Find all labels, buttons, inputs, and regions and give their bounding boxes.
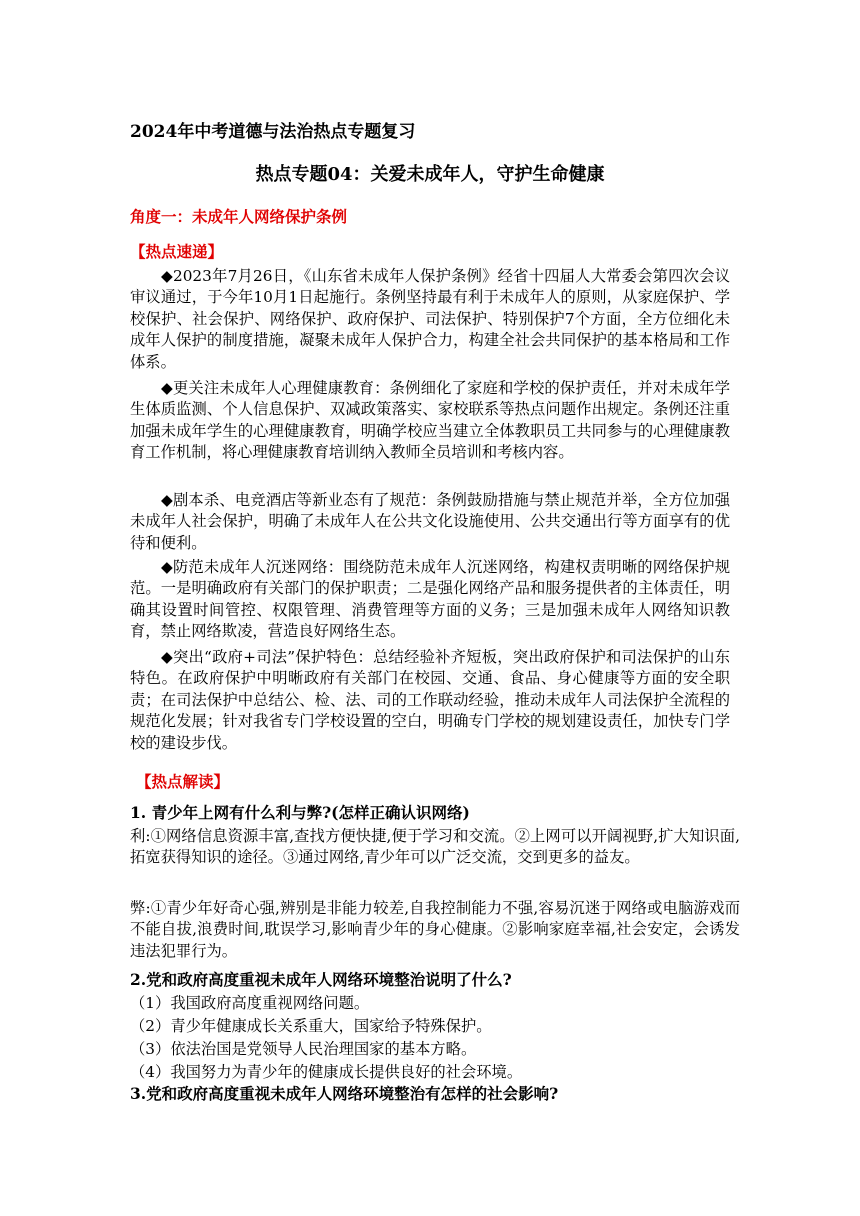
question-1-pros: 利:①网络信息资源丰富,查找方便快捷,便于学习和交流。②上网可以开阔视野,扩大知识面,拓宽获得知识的途径。③通过网络,青少年可以广泛交流，交到更多的益友。: [130, 827, 740, 867]
question-1-title: 1. 青少年上网有什么利与弊?(怎样正确认识网络): [130, 803, 470, 822]
topic-subtitle: 热点专题04：关爱未成年人，守护生命健康: [255, 164, 605, 185]
hot-news-label: 【热点速递】: [130, 242, 224, 261]
question-2-title: 2.党和政府高度重视未成年人网络环境整治说明了什么?: [130, 970, 512, 989]
question-3-title: 3.党和政府高度重视未成年人网络环境整治有怎样的社会影响?: [130, 1084, 559, 1103]
news-paragraph-2: ◆更关注未成年人心理健康教育：条例细化了家庭和学校的保护责任，并对未成年学生体质监测、个人信息保护、双减政策落实、家校联系等热点问题作出规定。条例还注重加强未成年学生的心理健康教育，明确学校应当建立全体教职员工共同参与的心理健康教育工作机制，将心理健康教育培训纳入教师全员培训和考核内容。: [130, 379, 730, 462]
question-1-cons: 弊:①青少年好奇心强,辨别是非能力较差,自我控制能力不强,容易沉迷于网络或电脑游戏而不能自拔,浪费时间,耽误学习,影响青少年的身心健康。②影响家庭幸福,社会安定，会诱发违法犯罪行为。: [130, 899, 740, 960]
question-2-item: （4）我国努力为青少年的健康成长提供良好的社会环境。: [130, 1063, 523, 1081]
news-paragraph-3: ◆剧本杀、电竞酒店等新业态有了规范：条例鼓励措施与禁止规范并举，全方位加强未成年人社会保护，明确了未成年人在公共文化设施使用、公共交通出行等方面享有的优待和便利。: [130, 491, 730, 552]
news-paragraph-4: ◆防范未成年人沉迷网络：围绕防范未成年人沉迷网络，构建权责明晰的网络保护规范。一是明确政府有关部门的保护职责；二是强化网络产品和服务提供者的主体责任，明确其设置时间管控、权限管理、消费管理等方面的义务；三是加强未成年人网络知识教育，禁止网络欺凌，营造良好网络生态。: [130, 558, 730, 641]
news-paragraph-1: ◆2023年7月26日，《山东省未成年人保护条例》经省十四届人大常委会第四次会议审议通过，于今年10月1日起施行。条例坚持最有利于未成年人的原则，从家庭保护、学校保护、社会保护、网络保护、政府保护、司法保护、特别保护7个方面，全方位细化未成年人保护的制度措施，凝聚未成年人保护合力，构建全社会共同保护的基本格局和工作体系。: [130, 267, 730, 371]
document-title: 2024年中考道德与法治热点专题复习: [130, 122, 416, 142]
angle-heading: 角度一：未成年人网络保护条例: [130, 207, 348, 226]
question-2-item: （2）青少年健康成长关系重大，国家给予特殊保护。: [130, 1017, 492, 1035]
question-2-item: （1）我国政府高度重视网络问题。: [130, 994, 370, 1012]
question-2-item: （3）依法治国是党领导人民治理国家的基本方略。: [130, 1040, 477, 1058]
news-paragraph-5: ◆突出“政府+司法”保护特色：总结经验补齐短板，突出政府保护和司法保护的山东特色。在政府保护中明晰政府有关部门在校园、交通、食品、身心健康等方面的安全职责；在司法保护中总结公、检、法、司的工作联动经验，推动未成年人司法保护全流程的规范化发展；针对我省专门学校设置的空白，明确专门学校的规划建设责任，加快专门学校的建设步伐。: [130, 648, 730, 752]
analysis-label: 【热点解读】: [136, 772, 230, 791]
